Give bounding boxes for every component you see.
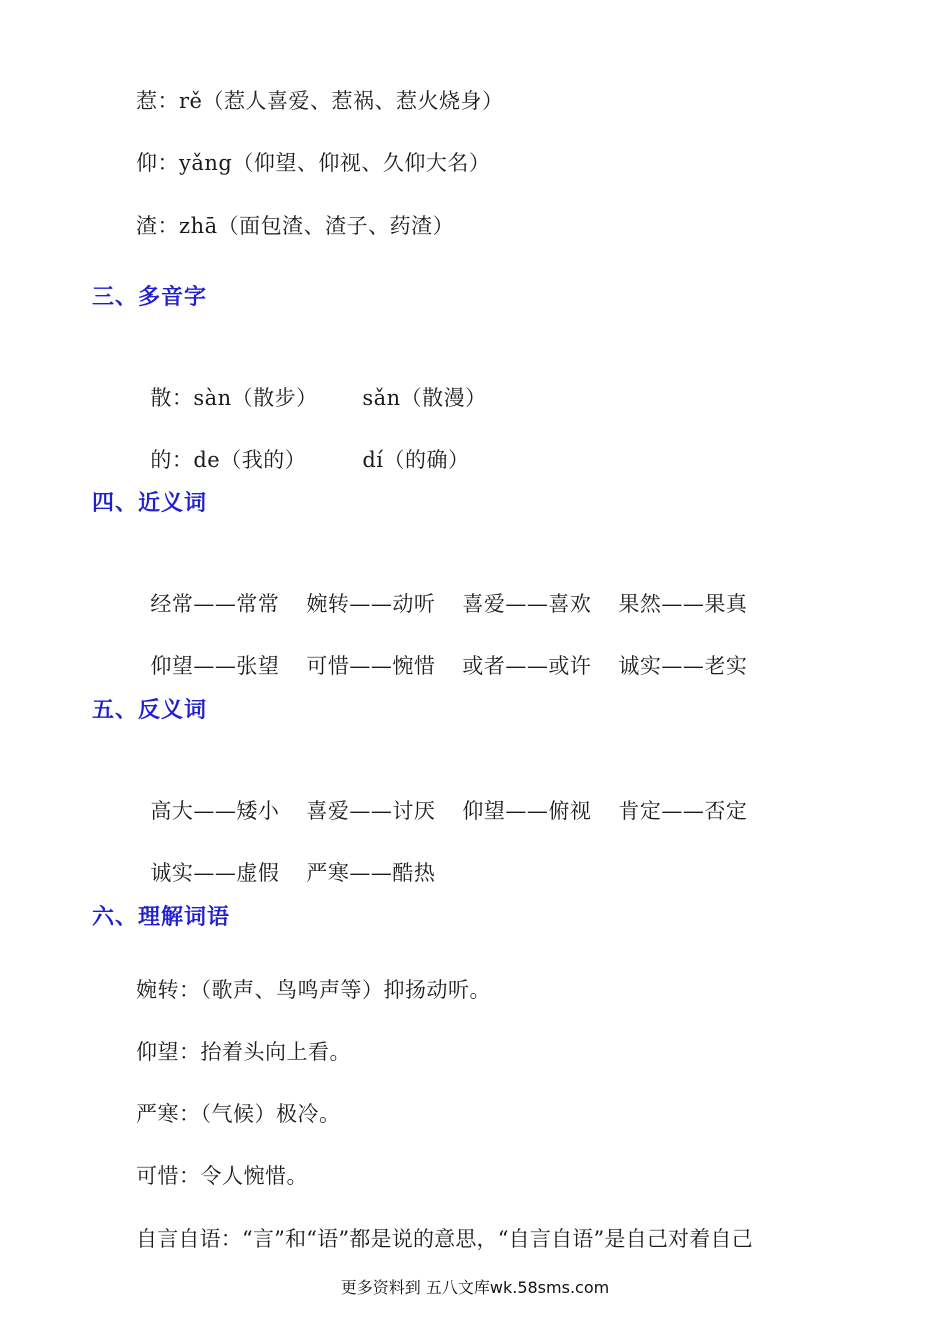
antonym-pair: 肯定——否定 <box>618 799 748 823</box>
antonym-row <box>136 831 435 887</box>
polyphone-row-de <box>136 418 470 474</box>
entry-zha: 渣：zhā（面包渣、渣子、药渣） <box>136 214 455 238</box>
heading-polyphones: 三、多音字 <box>92 285 208 310</box>
polyphone-row-san <box>136 356 487 412</box>
definition-item: 自言自语：“言”和“语”都是说的意思，“自言自语”是自己对着自己 <box>136 1227 753 1251</box>
synonym-pair: 果然——果真 <box>618 592 748 616</box>
synonym-pair: 可惜——惋惜 <box>306 654 436 678</box>
polyphone-reading: sǎn（散漫） <box>362 386 487 410</box>
synonym-row <box>136 624 747 680</box>
antonym-pair: 喜爱——讨厌 <box>306 799 436 823</box>
synonym-pair: 或者——或许 <box>462 654 592 678</box>
synonym-pair: 诚实——老实 <box>618 654 748 678</box>
synonym-pair: 喜爱——喜欢 <box>462 592 592 616</box>
definition-item: 婉转：（歌声、鸟鸣声等）抑扬动听。 <box>136 978 491 1002</box>
heading-word-meanings: 六、理解词语 <box>92 905 231 930</box>
polyphone-reading: 散：sàn（散步） <box>150 386 318 410</box>
polyphone-reading: 的：de（我的） <box>150 448 307 472</box>
antonym-pair: 高大——矮小 <box>150 799 280 823</box>
antonym-pair: 仰望——俯视 <box>462 799 592 823</box>
definition-item: 可惜：令人惋惜。 <box>136 1164 308 1188</box>
heading-antonyms: 五、反义词 <box>92 698 208 723</box>
antonym-pair: 严寒——酷热 <box>306 861 436 885</box>
definition-item: 仰望：抬着头向上看。 <box>136 1040 351 1064</box>
heading-synonyms: 四、近义词 <box>92 491 208 516</box>
definition-item: 严寒：（气候）极冷。 <box>136 1102 341 1126</box>
synonym-pair: 婉转——动听 <box>306 592 436 616</box>
synonym-pair: 仰望——张望 <box>150 654 280 678</box>
antonym-pair: 诚实——虚假 <box>150 861 280 885</box>
antonym-row <box>136 769 747 825</box>
footer-watermark: 更多资料到 五八文库wk.58sms.com <box>340 1278 610 1297</box>
polyphone-reading: dí（的确） <box>362 448 470 472</box>
entry-yang: 仰：yǎng（仰望、仰视、久仰大名） <box>136 151 491 175</box>
synonym-row <box>136 562 747 618</box>
entry-re: 惹：rě（惹人喜爱、惹祸、惹火烧身） <box>136 89 504 113</box>
synonym-pair: 经常——常常 <box>150 592 280 616</box>
